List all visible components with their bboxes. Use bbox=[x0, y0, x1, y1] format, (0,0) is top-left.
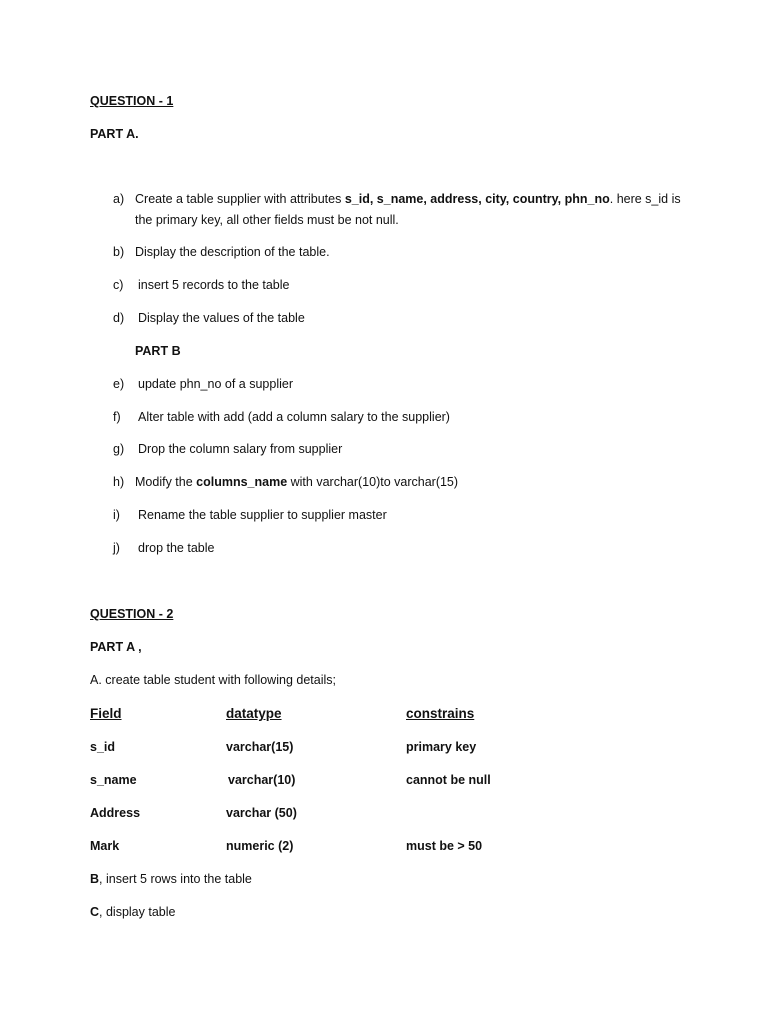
item-c-text: insert 5 records to the table bbox=[138, 278, 290, 292]
item-c-marker: c) bbox=[113, 278, 124, 292]
item-b-text: Display the description of the table. bbox=[135, 245, 330, 259]
item-d-marker: d) bbox=[113, 311, 125, 325]
table-header-constrains: constrains bbox=[406, 706, 475, 721]
table-cell-field: s_name bbox=[90, 773, 137, 787]
item-h-columns-name: columns_name bbox=[196, 475, 288, 489]
item-h-pre: Modify the bbox=[135, 475, 197, 489]
item-j-marker: j) bbox=[113, 541, 120, 555]
item-g-marker: g) bbox=[113, 442, 125, 456]
part-b-label: B bbox=[90, 872, 100, 886]
table-header-field: Field bbox=[90, 706, 122, 721]
table-cell-field: Address bbox=[90, 806, 141, 820]
item-a-pre: Create a table supplier with attributes bbox=[135, 192, 345, 206]
table-cell-field: Mark bbox=[90, 839, 120, 853]
item-a-line2: the primary key, all other fields must be not null. bbox=[135, 213, 399, 227]
table-cell-constraint: cannot be null bbox=[406, 773, 491, 787]
item-h-text bbox=[135, 475, 458, 489]
table-header-datatype: datatype bbox=[226, 706, 282, 721]
table-cell-datatype: varchar (50) bbox=[226, 806, 297, 820]
item-e-marker: e) bbox=[113, 377, 125, 391]
item-f-marker: f) bbox=[113, 410, 121, 424]
table-cell-field: s_id bbox=[90, 740, 116, 754]
question-2-part-c bbox=[90, 905, 175, 919]
item-h-marker: h) bbox=[113, 475, 125, 489]
item-e-text: update phn_no of a supplier bbox=[138, 377, 293, 391]
item-a-text bbox=[135, 189, 681, 231]
table-cell-datatype: varchar(10) bbox=[228, 773, 296, 787]
question-1-part-a: PART A. bbox=[90, 127, 139, 141]
table-cell-datatype: numeric (2) bbox=[226, 839, 294, 853]
question-2-part-a: PART A , bbox=[90, 640, 142, 654]
item-g-text: Drop the column salary from supplier bbox=[138, 442, 343, 456]
item-a-post: . here s_id is bbox=[609, 192, 681, 206]
item-d-text: Display the values of the table bbox=[138, 311, 305, 325]
question-1-part-b: PART B bbox=[135, 344, 181, 358]
item-h-post: with varchar(10)to varchar(15) bbox=[287, 475, 459, 489]
item-f-text: Alter table with add (add a column salary to the supplier) bbox=[138, 410, 450, 424]
item-i-text: Rename the table supplier to supplier master bbox=[138, 508, 387, 522]
part-c-text: , display table bbox=[99, 905, 176, 919]
item-a-attributes: s_id, s_name, address, city, country, phn_no bbox=[344, 192, 610, 206]
part-c-label: C bbox=[90, 905, 100, 919]
question-2-intro: A. create table student with following details; bbox=[90, 673, 336, 687]
question-1-title: QUESTION - 1 bbox=[90, 94, 174, 108]
item-i-marker: i) bbox=[113, 508, 120, 522]
item-j-text: drop the table bbox=[138, 541, 215, 555]
question-2-title: QUESTION - 2 bbox=[90, 607, 174, 621]
table-cell-constraint: primary key bbox=[406, 740, 477, 754]
table-cell-datatype: varchar(15) bbox=[226, 740, 294, 754]
item-b-marker: b) bbox=[113, 245, 125, 259]
question-2-part-b bbox=[90, 872, 252, 886]
table-cell-constraint: must be > 50 bbox=[406, 839, 483, 853]
part-b-text: , insert 5 rows into the table bbox=[99, 872, 252, 886]
item-a-marker: a) bbox=[113, 192, 125, 206]
